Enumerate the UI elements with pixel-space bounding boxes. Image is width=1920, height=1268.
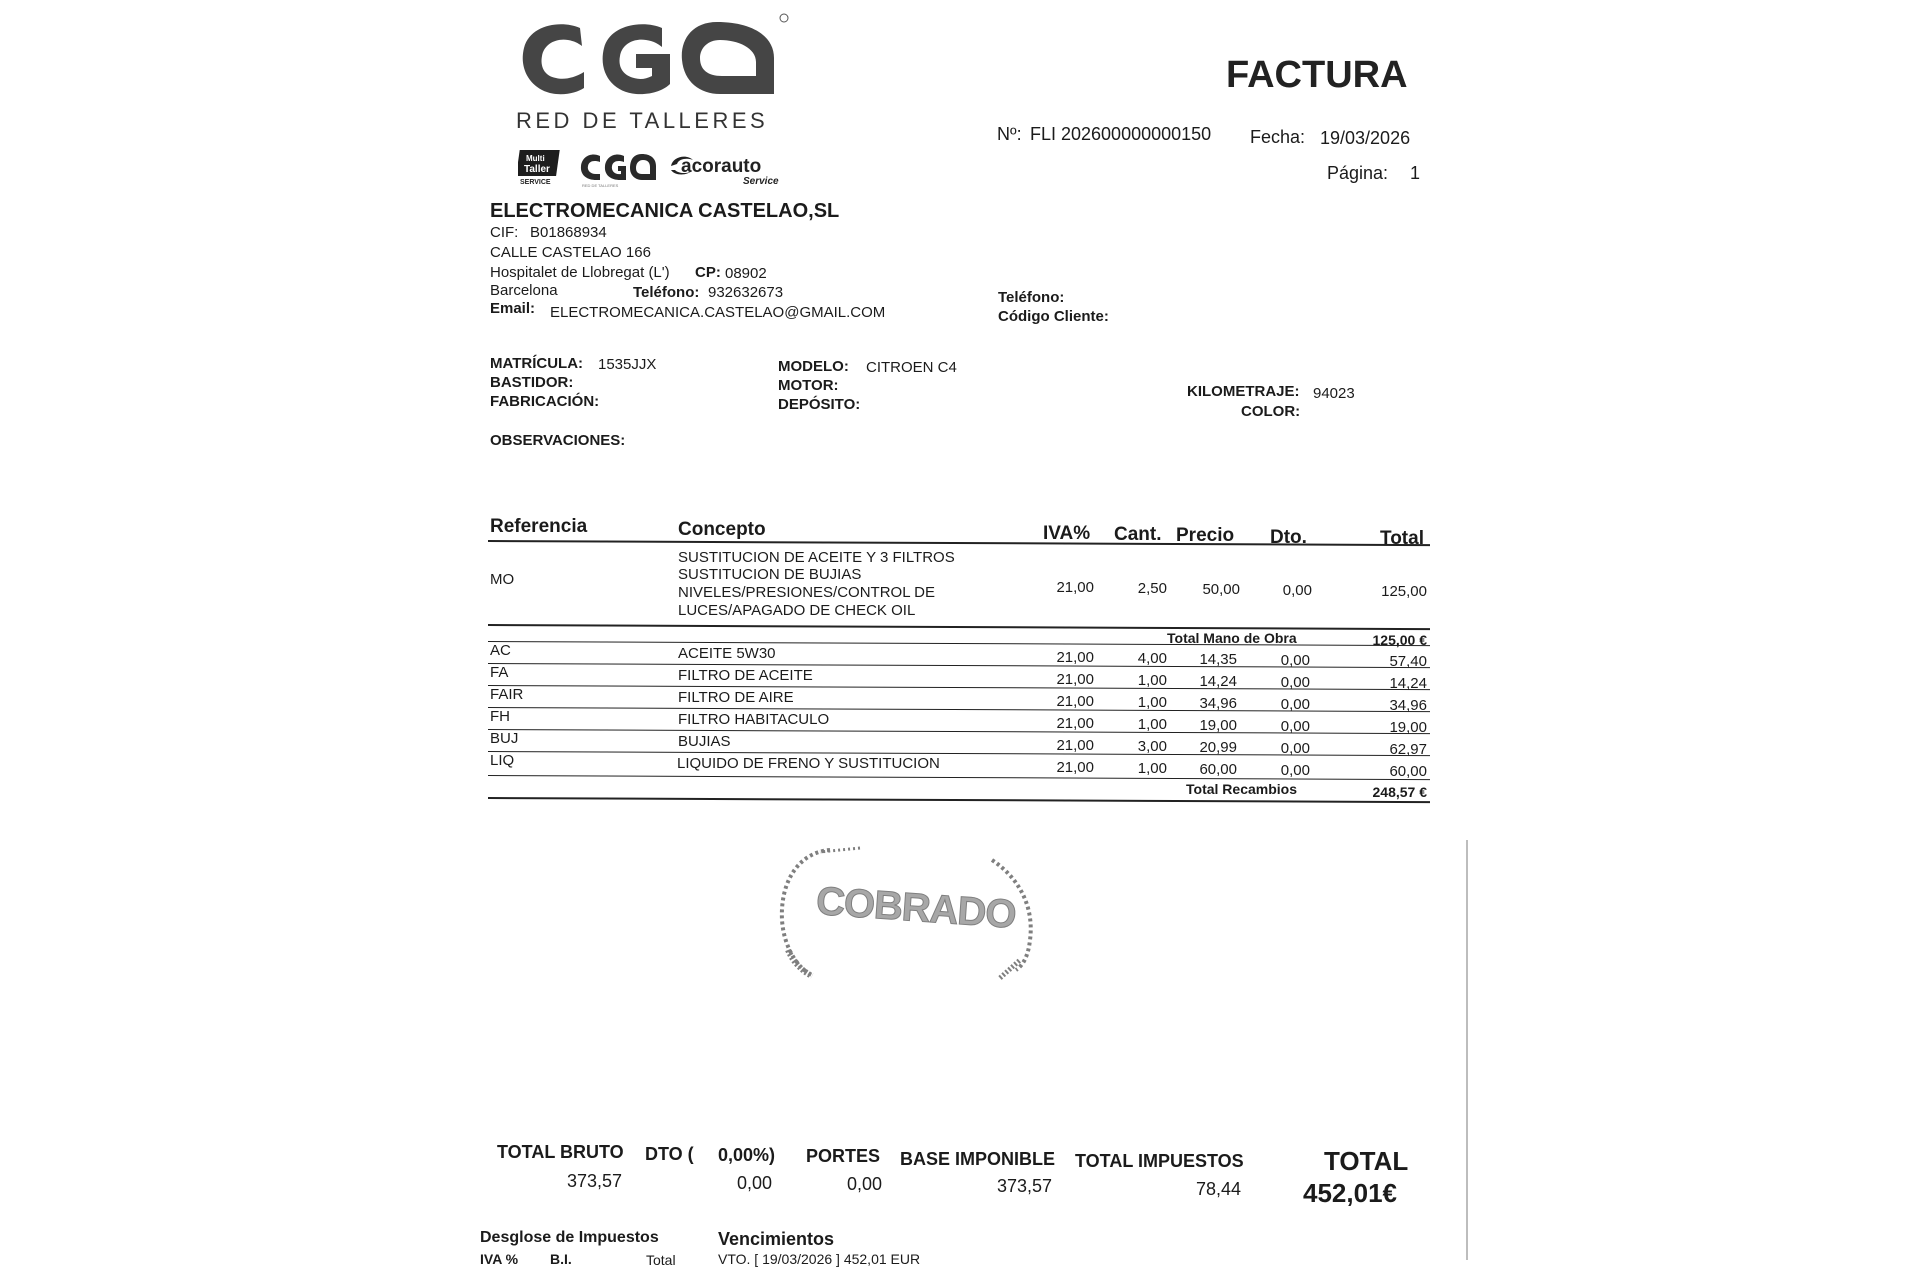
- labour-line-2: SUSTITUCION DE BUJIAS: [678, 566, 862, 583]
- parts-total-label: Total Recambios: [1186, 781, 1297, 797]
- company-email-label: Email:: [490, 300, 536, 317]
- part-iva: 21,00: [1056, 649, 1094, 666]
- invoice-date-label: Fecha:: [1250, 127, 1306, 147]
- part-precio: 19,00: [1199, 717, 1237, 734]
- part-concepto: BUJIAS: [678, 733, 731, 750]
- part-dto: 0,00: [1280, 740, 1310, 757]
- company-phone-value: 932632673: [708, 284, 784, 301]
- labour-precio: 50,00: [1202, 581, 1240, 598]
- company-email-value: ELECTROMECANICA.CASTELAO@GMAIL.COM: [550, 304, 886, 321]
- desglose-bi-col: B.I.: [550, 1251, 572, 1267]
- company-cif-value: B01868934: [530, 224, 607, 241]
- part-total: 19,00: [1389, 719, 1427, 736]
- part-concepto: LIQUIDO DE FRENO Y SUSTITUCION: [677, 755, 940, 772]
- part-iva: 21,00: [1056, 693, 1094, 710]
- total-label: TOTAL: [1324, 1146, 1409, 1176]
- labour-iva: 21,00: [1056, 579, 1094, 596]
- part-iva: 21,00: [1056, 715, 1094, 732]
- part-concepto: ACEITE 5W30: [678, 645, 776, 662]
- base-imponible-value: 373,57: [996, 1176, 1052, 1196]
- part-dto: 0,00: [1280, 674, 1310, 691]
- part-dto: 0,00: [1280, 652, 1310, 669]
- company-province: Barcelona: [490, 282, 558, 299]
- labour-total-label: Total Mano de Obra: [1167, 630, 1297, 646]
- kilometraje-label: KILOMETRAJE:: [1187, 383, 1300, 400]
- cga-logo-mark: [512, 10, 792, 110]
- dto-value: 0,00: [736, 1173, 772, 1193]
- desglose-label: Desglose de Impuestos: [480, 1229, 659, 1246]
- labour-line-3: NIVELES/PRESIONES/CONTROL DE: [678, 584, 936, 601]
- parts-total-rule: [488, 797, 1430, 803]
- invoice-page-value: 1: [1410, 163, 1421, 183]
- labour-line-1: SUSTITUCION DE ACEITE Y 3 FILTROS: [678, 549, 955, 566]
- invoice-title: FACTURA: [1226, 54, 1408, 96]
- svg-text:Multi: Multi: [526, 154, 545, 163]
- part-ref: LIQ: [490, 752, 515, 769]
- parts-total-value: 248,57 €: [1372, 784, 1427, 800]
- company-cp-label: CP:: [695, 264, 721, 281]
- part-total: 34,96: [1389, 697, 1427, 714]
- labour-dto: 0,00: [1282, 582, 1312, 599]
- part-iva: 21,00: [1056, 759, 1094, 776]
- svg-text:acorauto: acorauto: [681, 156, 762, 177]
- observaciones-label: OBSERVACIONES:: [490, 432, 626, 449]
- part-cant: 1,00: [1137, 760, 1167, 777]
- scan-edge: [1466, 840, 1468, 1260]
- part-ref: BUJ: [490, 730, 519, 747]
- client-code-label: Código Cliente:: [998, 308, 1109, 325]
- company-city: Hospitalet de Llobregat (L'): [490, 264, 670, 281]
- bastidor-label: BASTIDOR:: [490, 374, 574, 391]
- base-imponible-label: BASE IMPONIBLE: [900, 1149, 1056, 1169]
- modelo-value: CITROEN C4: [866, 359, 957, 376]
- motor-label: MOTOR:: [778, 377, 839, 394]
- invoice-page-label: Página:: [1327, 163, 1389, 183]
- part-concepto: FILTRO DE AIRE: [678, 689, 794, 706]
- part-precio: 60,00: [1199, 761, 1237, 778]
- portes-value: 0,00: [846, 1174, 882, 1194]
- total-value: 452,01€: [1303, 1178, 1397, 1208]
- total-impuestos-value: 78,44: [1195, 1179, 1241, 1199]
- part-ref: AC: [490, 642, 511, 659]
- part-total: 14,24: [1389, 675, 1427, 692]
- part-cant: 1,00: [1137, 716, 1167, 733]
- labour-total-value: 125,00 €: [1372, 632, 1427, 648]
- dto-pct: 0,00%): [718, 1145, 776, 1165]
- svg-text:RED DE TALLERES: RED DE TALLERES: [582, 183, 619, 188]
- col-precio: Precio: [1176, 525, 1235, 546]
- part-dto: 0,00: [1280, 718, 1310, 735]
- total-bruto-value: 373,57: [566, 1171, 622, 1191]
- modelo-label: MODELO:: [778, 358, 849, 375]
- invoice-number-label: Nº:: [997, 124, 1022, 144]
- matricula-value: 1535JJX: [598, 356, 657, 373]
- fabricacion-label: FABRICACIÓN:: [490, 393, 600, 410]
- total-bruto-label: TOTAL BRUTO: [497, 1142, 624, 1162]
- col-dto: Dto.: [1270, 527, 1307, 548]
- part-concepto: FILTRO HABITACULO: [678, 711, 830, 728]
- vencimientos-label: Vencimientos: [718, 1229, 835, 1249]
- col-cant: Cant.: [1114, 524, 1162, 545]
- company-name: ELECTROMECANICA CASTELAO,SL: [490, 200, 840, 222]
- col-total: Total: [1380, 528, 1424, 549]
- cobrado-stamp: [760, 840, 1060, 1000]
- labour-line-4: LUCES/APAGADO DE CHECK OIL: [678, 602, 916, 619]
- company-phone-label: Teléfono:: [633, 284, 700, 301]
- dto-label: DTO (: [645, 1144, 694, 1164]
- multitaller-logo: [518, 148, 562, 186]
- part-ref: FAIR: [490, 686, 524, 703]
- svg-text:Taller: Taller: [524, 164, 550, 175]
- col-iva: IVA%: [1043, 523, 1091, 544]
- part-cant: 1,00: [1137, 694, 1167, 711]
- part-precio: 14,24: [1199, 673, 1237, 690]
- part-dto: 0,00: [1280, 696, 1310, 713]
- invoice-number-value: FLI 202600000000150: [1030, 124, 1212, 144]
- cga-small-logo: [578, 148, 660, 188]
- deposito-label: DEPÓSITO:: [778, 396, 861, 413]
- part-precio: 20,99: [1199, 739, 1237, 756]
- part-ref: FA: [490, 664, 509, 681]
- part-precio: 14,35: [1199, 651, 1237, 668]
- col-referencia: Referencia: [490, 516, 588, 537]
- part-total: 62,97: [1389, 741, 1427, 758]
- company-address: CALLE CASTELAO 166: [490, 244, 651, 261]
- desglose-iva-col: IVA %: [480, 1251, 519, 1267]
- part-total: 57,40: [1389, 653, 1427, 670]
- invoice-date-value: 19/03/2026: [1320, 128, 1411, 148]
- kilometraje-value: 94023: [1313, 385, 1355, 402]
- col-concepto: Concepto: [678, 519, 766, 540]
- total-impuestos-label: TOTAL IMPUESTOS: [1075, 1151, 1244, 1171]
- part-cant: 3,00: [1137, 738, 1167, 755]
- logo-subtitle: RED DE TALLERES: [516, 108, 769, 133]
- part-iva: 21,00: [1056, 671, 1094, 688]
- part-dto: 0,00: [1280, 762, 1310, 779]
- color-label: COLOR:: [1241, 403, 1301, 420]
- acorauto-logo: [667, 150, 791, 188]
- part-iva: 21,00: [1056, 737, 1094, 754]
- matricula-label: MATRÍCULA:: [490, 355, 584, 372]
- svg-text:Service: Service: [743, 176, 779, 187]
- part-ref: FH: [490, 708, 510, 725]
- svg-text:SERVICE: SERVICE: [520, 179, 551, 186]
- stamp-text: COBRADO: [814, 879, 1017, 937]
- labour-total: 125,00: [1381, 583, 1427, 600]
- labour-ref: MO: [490, 571, 515, 588]
- part-total: 60,00: [1389, 763, 1427, 780]
- company-cif-label: CIF:: [490, 224, 519, 241]
- cga-logo: [512, 10, 792, 110]
- part-precio: 34,96: [1199, 695, 1237, 712]
- portes-label: PORTES: [806, 1146, 881, 1166]
- part-cant: 4,00: [1137, 650, 1167, 667]
- desglose-total-col: Total: [646, 1252, 676, 1268]
- vencimiento-line: VTO. [ 19/03/2026 ] 452,01 EUR: [718, 1251, 921, 1267]
- part-concepto: FILTRO DE ACEITE: [678, 667, 813, 684]
- company-cp-value: 08902: [725, 265, 767, 282]
- client-phone-label: Teléfono:: [998, 289, 1065, 306]
- labour-cant: 2,50: [1137, 580, 1167, 597]
- part-cant: 1,00: [1137, 672, 1167, 689]
